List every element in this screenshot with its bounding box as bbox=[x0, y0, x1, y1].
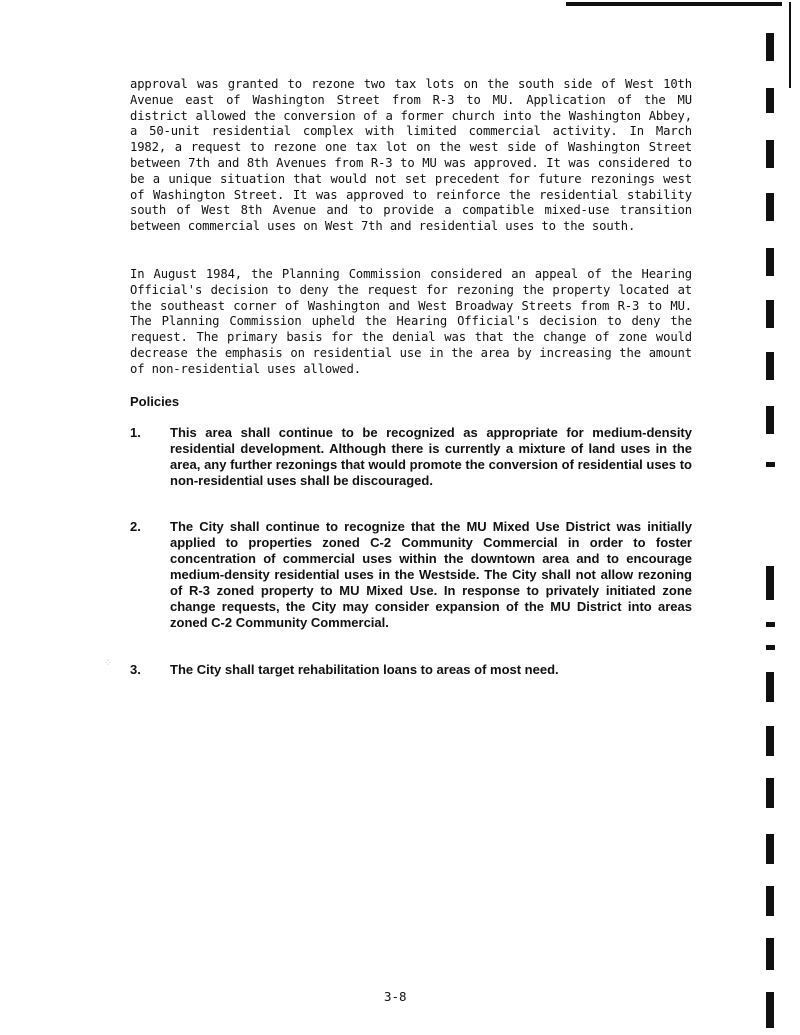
scan-mark bbox=[766, 462, 775, 467]
scan-mark bbox=[766, 300, 774, 328]
scan-mark bbox=[766, 992, 774, 1028]
scan-mark bbox=[766, 645, 775, 650]
top-rule bbox=[566, 2, 782, 6]
scan-mark bbox=[766, 726, 774, 756]
policy-number: 1. bbox=[130, 425, 141, 440]
scan-mark bbox=[766, 88, 774, 113]
scan-mark bbox=[766, 938, 774, 970]
policy-number: 2. bbox=[130, 519, 141, 534]
policy-text: The City shall continue to recognize that the MU Mixed Use District was initially applied to properties zoned C-2 Community Commercial in order to foster concentration of commercial uses within the downtown area and to encourage medium-density residential uses in the Westside. The City shall not allow rezoning of R-3 zoned property to MU Mixed Use. In response to privately initiated zone change requests, the City may consider expansion of the MU District into areas zoned C-2 Community Commercial. bbox=[170, 519, 692, 630]
scan-mark bbox=[766, 352, 774, 380]
scan-mark bbox=[766, 33, 774, 61]
scan-speck-icon: ⁘ bbox=[104, 658, 113, 669]
policies-heading: Policies bbox=[130, 394, 180, 409]
policy-text: This area shall continue to be recognized as appropriate for medium-density residential development. Although there is currently a mixture of land uses in the area, any further rezonings that would promote the conversion of residential uses to non-residential uses shall be discouraged. bbox=[170, 425, 692, 488]
page-number: 3-8 bbox=[384, 989, 407, 1004]
scan-mark bbox=[766, 622, 775, 627]
scan-mark bbox=[766, 248, 774, 276]
scan-mark bbox=[766, 193, 774, 221]
policy-text: The City shall target rehabilitation loans to areas of most need. bbox=[170, 662, 559, 677]
paragraph-planning-commission-appeal: In August 1984, the Planning Commission considered an appeal of the Hearing Official's decision to deny the request for rezoning the property located at the southeast corner of Washington and West Broadway Streets from R-3 to MU. The Planning Commission upheld the Hearing Official's decision to deny the request. The primary basis for the denial was that the change of zone would decrease the emphasis on residential use in the area by increasing the amount of non-residential uses allowed. bbox=[130, 267, 692, 376]
scan-mark bbox=[766, 886, 774, 916]
scan-mark bbox=[766, 672, 774, 702]
scan-mark bbox=[766, 778, 774, 808]
right-edge-rule bbox=[789, 2, 791, 88]
scan-mark bbox=[766, 140, 774, 168]
scan-mark bbox=[766, 834, 774, 864]
scan-mark bbox=[766, 406, 774, 434]
policy-number: 3. bbox=[130, 662, 141, 677]
scan-mark bbox=[766, 566, 774, 600]
paragraph-rezoning-history: approval was granted to rezone two tax lots on the south side of West 10th Avenue east of Washington Street from R-3 to MU. Application of the MU district allowed the conversion of a former church into the Washington Abbey, a 50-unit residential complex with limited commercial activity. In March 1982, a request to rezone one tax lot on the west side of Washington Street between 7th and 8th Avenues from R-3 to MU was approved. It was considered to be a unique situation that would not set precedent for future rezonings west of Washington Street. It was approved to reinforce the residential stability south of West 8th Avenue and to provide a compatible mixed-use transition between commercial uses on West 7th and residential uses to the south. bbox=[130, 77, 692, 234]
